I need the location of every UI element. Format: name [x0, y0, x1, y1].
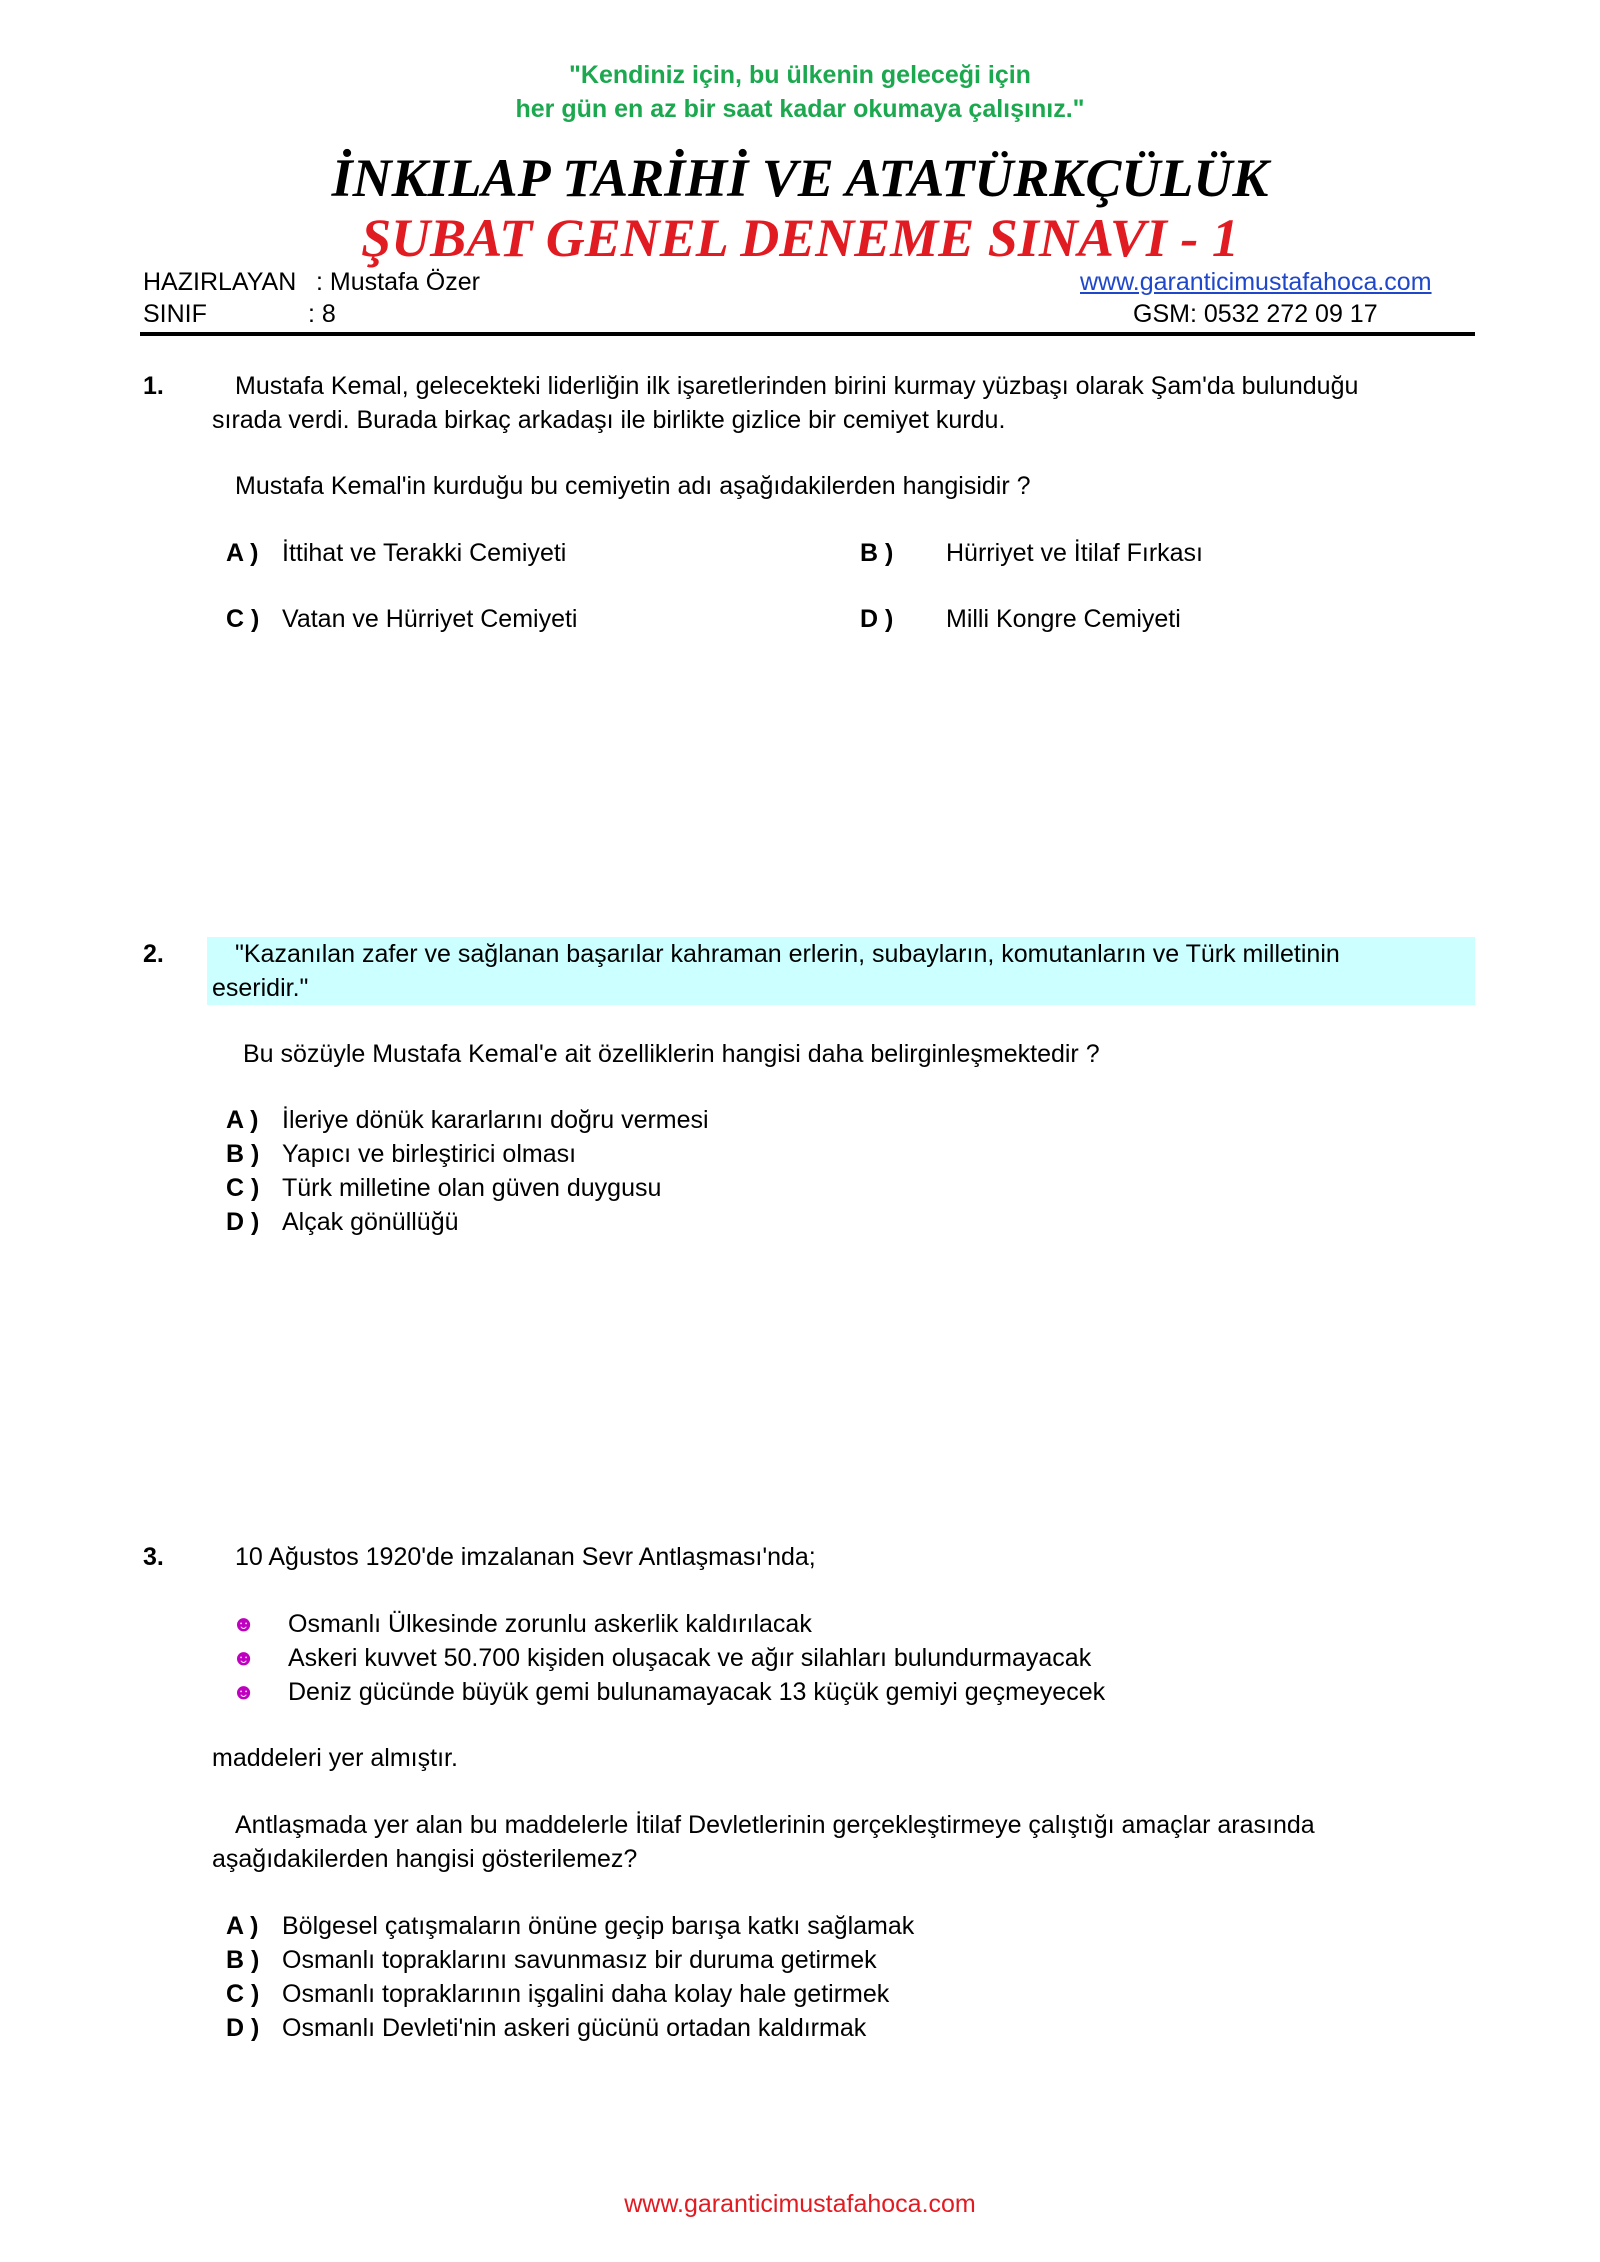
question-prompt: Mustafa Kemal'in kurduğu bu cemiyetin adı aşağıdakilerden hangisidir ?: [235, 472, 1031, 500]
header-divider: [140, 332, 1475, 336]
question-intro: 10 Ağustos 1920'de imzalanan Sevr Antlaşması'nda;: [235, 1543, 816, 1571]
option-text: Vatan ve Hürriyet Cemiyeti: [282, 605, 578, 633]
quote-line-1: "Kazanılan zafer ve sağlanan başarılar kahraman erlerin, subayların, komutanların ve Türk milletinin: [235, 940, 1340, 968]
motto-line-2: her gün en az bir saat kadar okumaya çalışınız.": [515, 95, 1085, 123]
option-label: C ): [226, 1980, 260, 2008]
option-label: C ): [226, 1174, 260, 1202]
option-d[interactable]: [226, 2011, 866, 2045]
footer-website: www.garanticimustafahoca.com: [624, 2190, 976, 2218]
option-text: Milli Kongre Cemiyeti: [946, 605, 1181, 633]
option-b[interactable]: [860, 536, 1203, 570]
question-number: 1.: [143, 372, 164, 400]
option-text: İleriye dönük kararlarını doğru vermesi: [282, 1106, 709, 1134]
option-label: A ): [226, 1912, 259, 1940]
question-stem-line-2: sırada verdi. Burada birkaç arkadaşı ile birlikte gizlice bir cemiyet kurdu.: [212, 406, 1006, 434]
class-label: SINIF: [143, 300, 207, 328]
option-c[interactable]: [226, 1171, 661, 1205]
question-prompt-line-1: Antlaşmada yer alan bu maddelerle İtilaf Devletlerinin gerçekleştirmeye çalıştığı amaçlar arasında: [235, 1811, 1315, 1839]
option-label: D ): [226, 1208, 260, 1236]
quote-line-2: eseridir.": [212, 974, 309, 1002]
class-value: : 8: [308, 300, 336, 328]
option-b[interactable]: [226, 1943, 877, 1977]
option-label: D ): [226, 2014, 260, 2042]
bullet-item: [232, 1641, 1091, 1675]
bullet-text: Osmanlı Ülkesinde zorunlu askerlik kaldırılacak: [288, 1610, 812, 1638]
option-text: Osmanlı topraklarını savunmasız bir duruma getirmek: [282, 1946, 877, 1974]
question-number: 3.: [143, 1543, 164, 1571]
option-text: Yapıcı ve birleştirici olması: [282, 1140, 577, 1168]
option-label: B ): [860, 539, 894, 567]
option-c[interactable]: [226, 602, 577, 636]
bullet-text: Askeri kuvvet 50.700 kişiden oluşacak ve ağır silahları bulundurmayacak: [288, 1644, 1092, 1672]
option-text: Türk milletine olan güven duygusu: [282, 1174, 662, 1202]
question-number: 2.: [143, 940, 164, 968]
option-text: Hürriyet ve İtilaf Fırkası: [946, 539, 1203, 567]
option-a[interactable]: [226, 1909, 914, 1943]
website-link[interactable]: www.garanticimustafahoca.com: [1080, 268, 1432, 296]
smiley-icon: ☻: [232, 1645, 256, 1670]
option-label: C ): [226, 605, 260, 633]
option-a[interactable]: [226, 1103, 709, 1137]
option-b[interactable]: [226, 1137, 576, 1171]
option-d[interactable]: [226, 1205, 459, 1239]
smiley-icon: ☻: [232, 1611, 256, 1636]
gsm-number: GSM: 0532 272 09 17: [1133, 300, 1378, 328]
option-text: Bölgesel çatışmaların önüne geçip barışa katkı sağlamak: [282, 1912, 915, 1940]
option-label: B ): [226, 1140, 260, 1168]
option-label: A ): [226, 1106, 259, 1134]
option-text: İttihat ve Terakki Cemiyeti: [282, 539, 567, 567]
question-prompt: Bu sözüyle Mustafa Kemal'e ait özelliklerin hangisi daha belirginleşmektedir ?: [243, 1040, 1100, 1068]
page-title: İNKILAP TARİHİ VE ATATÜRKÇÜLÜK: [331, 148, 1269, 208]
bullet-item: [232, 1675, 1105, 1709]
bullet-text: Deniz gücünde büyük gemi bulunamayacak 13 küçük gemiyi geçmeyecek: [288, 1678, 1106, 1706]
question-stem-line-1: Mustafa Kemal, gelecekteki liderliğin ilk işaretlerinden birini kurmay yüzbaşı olarak Şam'da bulunduğu: [235, 372, 1359, 400]
question-prompt-line-2: aşağıdakilerden hangisi gösterilemez?: [212, 1845, 638, 1873]
option-text: Alçak gönüllüğü: [282, 1208, 459, 1236]
option-label: B ): [226, 1946, 260, 1974]
option-label: A ): [226, 539, 259, 567]
smiley-icon: ☻: [232, 1679, 256, 1704]
option-label: D ): [860, 605, 894, 633]
author-value: : Mustafa Özer: [316, 268, 480, 296]
page-subtitle: ŞUBAT GENEL DENEME SINAVI - 1: [361, 208, 1239, 268]
option-text: Osmanlı topraklarının işgalini daha kolay hale getirmek: [282, 1980, 890, 2008]
motto-line-1: "Kendiniz için, bu ülkenin geleceği için: [569, 61, 1031, 89]
option-d[interactable]: [860, 602, 1181, 636]
option-text: Osmanlı Devleti'nin askeri gücünü ortadan kaldırmak: [282, 2014, 867, 2042]
option-a[interactable]: [226, 536, 566, 570]
option-c[interactable]: [226, 1977, 889, 2011]
author-label: HAZIRLAYAN: [143, 268, 297, 296]
bullet-item: [232, 1607, 812, 1641]
bullets-conclusion: maddeleri yer almıştır.: [212, 1744, 458, 1772]
